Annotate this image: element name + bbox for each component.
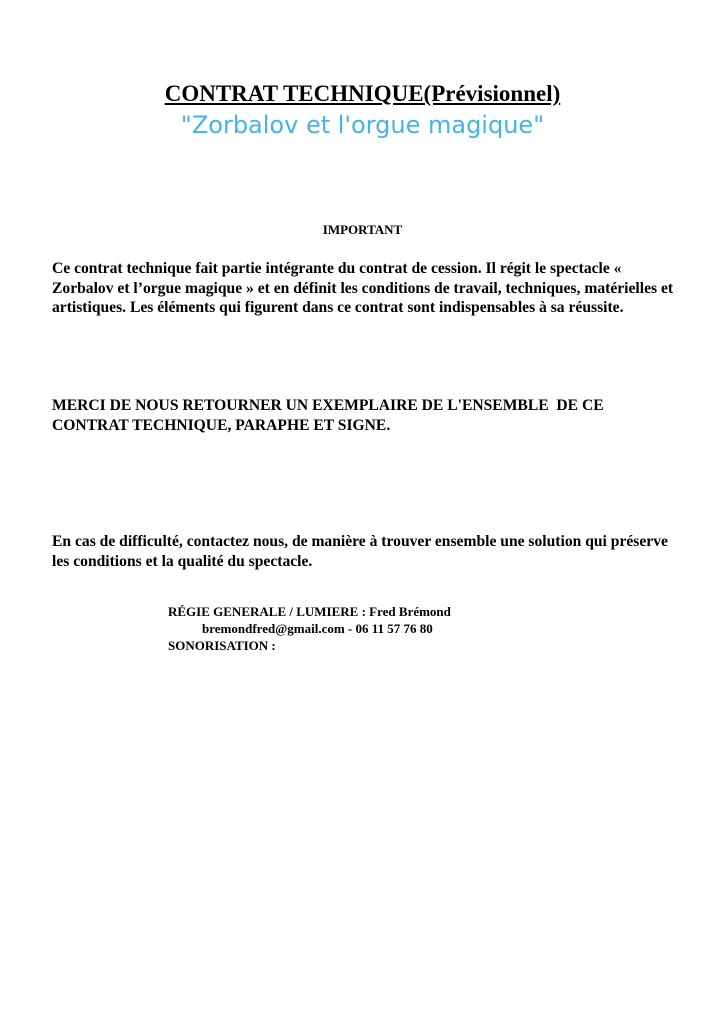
contacts-block <box>168 603 451 654</box>
difficulty-paragraph: En cas de difficulté, contactez nous, de manière à trouver ensemble une solution qui préserve les conditions et la qualité du spectacle. <box>52 533 668 570</box>
title-main: CONTRAT TECHNIQUE <box>164 81 424 106</box>
title-previsionnel: (Prévisionnel) <box>423 81 561 106</box>
regie-contact-line: bremondfred@gmail.com - 06 11 57 76 80 <box>202 621 433 636</box>
intro-paragraph: Ce contrat technique fait partie intégrante du contrat de cession. Il régit le spectacle « Zorbalov et l’orgue magique » et en définit les conditions de travail, techniques, matérielles et artistiques. Les éléments qui figurent dans ce contrat sont indispensables à sa réussite. <box>52 260 674 316</box>
important-heading: IMPORTANT <box>322 222 403 237</box>
return-request-line-1: MERCI DE NOUS RETOURNER UN EXEMPLAIRE DE L'ENSEMBLE DE CE <box>52 397 604 414</box>
document-title <box>0 80 725 108</box>
regie-generale-line: RÉGIE GENERALE / LUMIERE : Fred Brémond <box>168 604 451 619</box>
return-request-paragraph <box>52 396 682 435</box>
return-request-line-2: CONTRAT TECHNIQUE, PARAPHE ET SIGNE. <box>52 416 391 434</box>
show-title: "Zorbalov et l'orgue magique" <box>180 111 545 139</box>
sonorisation-line: SONORISATION : <box>168 638 276 653</box>
